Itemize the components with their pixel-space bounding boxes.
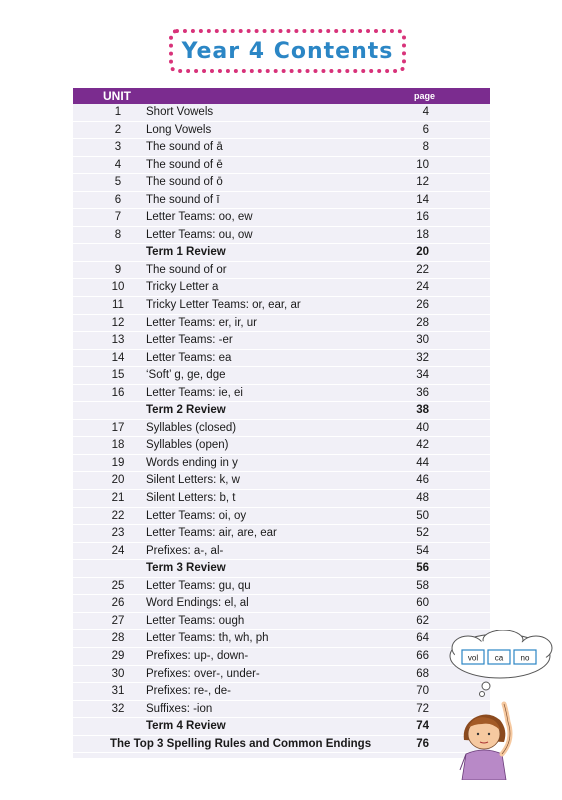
review-row <box>73 560 490 578</box>
card-1: vol <box>467 653 479 663</box>
unit-title: Silent Letters: b, t <box>146 492 236 505</box>
unit-title: Term 2 Review <box>146 404 226 417</box>
table-row <box>73 455 490 473</box>
page-number: 14 <box>416 193 429 206</box>
unit-number: 28 <box>111 632 125 645</box>
page-number: 30 <box>416 334 429 347</box>
table-row <box>73 613 490 631</box>
table-row <box>73 508 490 526</box>
unit-number: 5 <box>114 176 122 189</box>
table-row <box>73 437 490 455</box>
page-number: 42 <box>416 439 429 452</box>
unit-number: 10 <box>111 281 125 294</box>
unit-title: Prefixes: re-, de- <box>146 685 231 698</box>
page-number: 50 <box>416 509 429 522</box>
table-body <box>73 104 490 753</box>
unit-number: 15 <box>111 369 125 382</box>
unit-title: ‘Soft’ g, ge, dge <box>146 369 226 382</box>
unit-number: 6 <box>114 193 122 206</box>
unit-number: 30 <box>111 667 125 680</box>
unit-title: Letter Teams: -er <box>146 334 233 347</box>
page-number: 22 <box>416 263 429 276</box>
table-row <box>73 578 490 596</box>
page-number: 58 <box>416 579 429 592</box>
unit-title: Letter Teams: th, wh, ph <box>146 632 269 645</box>
table-row <box>73 385 490 403</box>
unit-title: Syllables (closed) <box>146 421 237 434</box>
page-number: 76 <box>416 737 429 750</box>
page-number: 18 <box>416 228 429 241</box>
unit-number: 12 <box>111 316 125 329</box>
page-number: 52 <box>416 527 429 540</box>
unit-title: Prefixes: up-, down- <box>146 649 249 662</box>
table-row <box>73 332 490 350</box>
table-row <box>73 472 490 490</box>
unit-title: Words ending in y <box>146 456 238 469</box>
page-number: 62 <box>416 614 429 627</box>
table-row <box>73 648 490 666</box>
unit-number: 27 <box>111 614 125 627</box>
unit-title: Letter Teams: ou, ow <box>146 228 253 241</box>
unit-title: The Top 3 Spelling Rules and Common Endings <box>110 737 372 750</box>
table-row <box>73 174 490 192</box>
table-row <box>73 262 490 280</box>
table-row <box>73 209 490 227</box>
contents-table <box>73 88 490 758</box>
page-number: 56 <box>416 562 429 575</box>
unit-title: Tricky Letter Teams: or, ear, ar <box>146 299 301 312</box>
unit-title: Prefixes: a-, al- <box>146 544 224 557</box>
table-row <box>73 297 490 315</box>
table-row <box>73 666 490 684</box>
page-number: 34 <box>416 369 429 382</box>
table-row <box>73 350 490 368</box>
unit-number: 2 <box>114 123 122 136</box>
unit-title: Prefixes: over-, under- <box>146 667 260 680</box>
page-number: 74 <box>416 720 429 733</box>
page-number: 46 <box>416 474 429 487</box>
page-number: 72 <box>416 702 429 715</box>
table-row <box>73 192 490 210</box>
table-row <box>73 525 490 543</box>
unit-title: Letter Teams: ie, ei <box>146 386 243 399</box>
page-number: 28 <box>416 316 429 329</box>
page-number: 66 <box>416 649 429 662</box>
page-number: 4 <box>422 106 429 118</box>
unit-title: Letter Teams: air, are, ear <box>146 527 277 540</box>
unit-title: Short Vowels <box>146 106 214 118</box>
page-number: 10 <box>416 158 429 171</box>
page-number: 16 <box>416 211 429 224</box>
unit-number: 32 <box>111 702 125 715</box>
review-row <box>73 402 490 420</box>
page-number: 38 <box>416 404 429 417</box>
page-number: 60 <box>416 597 429 610</box>
table-row <box>73 490 490 508</box>
page-number: 40 <box>416 421 429 434</box>
card-2: ca <box>494 653 504 663</box>
unit-title: The sound of ī <box>146 193 220 206</box>
unit-title: Letter Teams: gu, qu <box>146 579 251 592</box>
page-number: 20 <box>416 246 429 259</box>
table-header <box>73 88 490 104</box>
table-row <box>73 104 490 122</box>
table-row <box>73 227 490 245</box>
table-row <box>73 595 490 613</box>
unit-title: The sound of ō <box>146 176 223 189</box>
unit-number: 9 <box>114 263 122 276</box>
unit-column-header: UNIT <box>103 89 131 103</box>
page-number: 6 <box>422 123 429 136</box>
unit-number: 29 <box>111 649 125 662</box>
page-title: Year 4 Contents <box>181 38 394 64</box>
unit-number: 24 <box>111 544 125 557</box>
page-column-header: page <box>414 91 436 101</box>
unit-number: 11 <box>112 299 124 312</box>
child-figure <box>460 704 510 780</box>
review-row <box>73 718 490 736</box>
unit-title: Term 4 Review <box>146 720 226 733</box>
page-number: 8 <box>422 141 429 154</box>
unit-title: Syllables (open) <box>146 439 229 452</box>
card-3: no <box>520 653 530 663</box>
table-row <box>73 279 490 297</box>
table-row <box>73 420 490 438</box>
page-number: 68 <box>416 667 429 680</box>
page-number: 64 <box>416 632 429 645</box>
unit-title: Letter Teams: ough <box>146 614 245 627</box>
unit-number: 25 <box>111 579 125 592</box>
unit-title: Tricky Letter a <box>146 281 219 294</box>
unit-title: Long Vowels <box>146 123 212 136</box>
unit-number: 1 <box>114 106 122 118</box>
unit-number: 14 <box>111 351 125 364</box>
table-row <box>73 139 490 157</box>
table-row <box>73 367 490 385</box>
unit-number: 26 <box>111 597 125 610</box>
unit-title: Term 1 Review <box>146 246 226 259</box>
table-row <box>73 630 490 648</box>
unit-title: Letter Teams: oo, ew <box>146 211 253 224</box>
page-number: 12 <box>416 176 429 189</box>
unit-number: 17 <box>111 421 125 434</box>
page-number: 44 <box>416 456 429 469</box>
unit-title: The sound of ē <box>146 158 223 171</box>
unit-number: 4 <box>114 158 122 171</box>
unit-number: 31 <box>111 685 125 698</box>
page-number: 24 <box>416 281 429 294</box>
page-number: 36 <box>416 386 429 399</box>
unit-title: The sound of ā <box>146 141 223 154</box>
page-number: 32 <box>416 351 429 364</box>
unit-title: Letter Teams: ea <box>146 351 232 364</box>
page-number: 54 <box>416 544 429 557</box>
unit-title: Suffixes: -ion <box>146 702 213 715</box>
unit-number: 23 <box>111 527 125 540</box>
title-banner <box>169 29 406 73</box>
unit-number: 22 <box>111 509 125 522</box>
unit-number: 7 <box>114 211 122 224</box>
page-number: 48 <box>416 492 429 505</box>
unit-title: Letter Teams: er, ir, ur <box>146 316 258 329</box>
unit-title: Word Endings: el, al <box>146 597 249 610</box>
unit-number: 13 <box>111 334 125 347</box>
table-row <box>73 315 490 333</box>
unit-number: 8 <box>114 228 122 241</box>
page-number: 70 <box>416 685 429 698</box>
unit-number: 18 <box>111 439 125 452</box>
unit-title: Term 3 Review <box>146 562 226 575</box>
unit-number: 3 <box>114 141 122 154</box>
unit-title: Letter Teams: oi, oy <box>146 509 247 522</box>
unit-title: The sound of or <box>146 263 227 276</box>
unit-number: 21 <box>111 492 125 505</box>
unit-number: 19 <box>111 456 125 469</box>
table-row <box>73 683 490 701</box>
table-row <box>73 543 490 561</box>
child-thinking-illustration <box>448 630 556 780</box>
final-row <box>73 736 490 754</box>
review-row <box>73 244 490 262</box>
table-row <box>73 122 490 140</box>
page-number: 26 <box>416 299 429 312</box>
syllable-cards <box>462 650 536 664</box>
unit-number: 16 <box>111 386 125 399</box>
table-row <box>73 701 490 719</box>
table-row <box>73 157 490 175</box>
unit-number: 20 <box>111 474 125 487</box>
unit-title: Silent Letters: k, w <box>146 474 240 487</box>
